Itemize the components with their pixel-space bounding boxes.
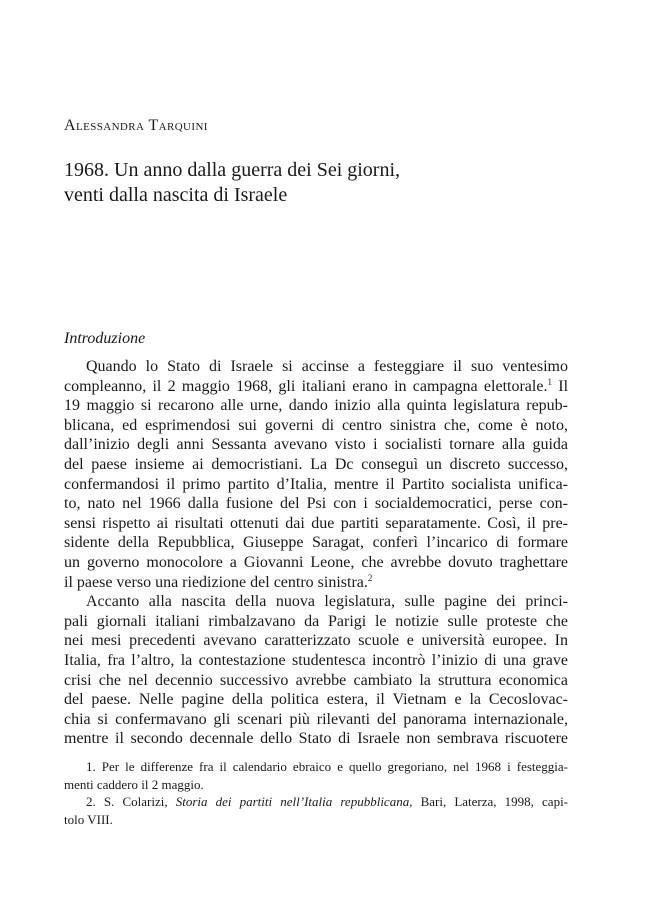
- body-line: [64, 455, 568, 475]
- body-line-text: il paese verso una riedizione del centro sinistra.: [64, 573, 368, 591]
- footnote-2-continued: [64, 811, 568, 829]
- body-line-text: Il: [558, 377, 569, 395]
- body-line: [64, 612, 568, 632]
- footnote-2: [64, 793, 568, 811]
- body-line: [64, 631, 568, 651]
- footnotes: [64, 758, 568, 828]
- body-line: [64, 377, 568, 397]
- body-line-text: 19 maggio si recarono alle urne, dando inizio alla quinta legislatura repub-: [64, 397, 568, 415]
- footnote-1: [64, 758, 568, 776]
- body-line-text: compleanno, il 2 maggio 1968, gli italiani erano in campagna elettorale.: [64, 377, 548, 395]
- body-line-text: sensi rispetto ai risultati ottenuti dai due partiti separatamente. Così, il pre-: [64, 514, 568, 532]
- title-line: venti dalla nascita di Israele: [64, 184, 288, 206]
- body-line: [64, 729, 568, 749]
- body-line-text: del paese. Nelle pagine della politica estera, il Vietnam e la Cecoslovac-: [64, 691, 568, 709]
- body-line: [64, 416, 568, 436]
- footnote-text: tolo VIII.: [64, 811, 113, 827]
- footnote-text: 2. S. Colarizi,: [86, 794, 176, 809]
- footnote-text: , Bari, Laterza, 1998, capi-: [409, 794, 569, 809]
- body-line-text: Quando lo Stato di Israele si accinse a festeggiare il suo ventesimo: [86, 358, 568, 375]
- body-line-text: blicana, ed esprimendosi sui governi di centro sinistra che, come è noto,: [64, 416, 568, 434]
- body-line: [64, 690, 568, 710]
- cited-book-title: Storia dei partiti nell’Italia repubblicana: [175, 794, 410, 809]
- body-line-text: confermandosi il primo partito d’Italia, mentre il Partito socialista unifica-: [64, 475, 568, 493]
- body-line-text: Accanto alla nascita della nuova legislatura, sulle pagine dei princi-: [86, 593, 568, 611]
- footnote-mark[interactable]: 2: [367, 572, 373, 583]
- author-name: Alessandra Tarquini: [64, 117, 208, 134]
- footnote-mark[interactable]: 1: [547, 376, 552, 387]
- body-line: [64, 533, 568, 553]
- article-title: [64, 158, 400, 208]
- body-text: [64, 357, 568, 749]
- body-line-text: to, nato nel 1966 dalla fusione del Psi con i socialdemocratici, perse con-: [64, 495, 568, 513]
- body-line-text: Italia, fra l’altro, la contestazione studentesca incontrò l’inizio di una grave: [64, 651, 568, 669]
- footnote-1-continued: [64, 776, 568, 794]
- body-line-text: chia si confermavano gli scenari più rilevanti del panorama internazionale,: [64, 710, 568, 728]
- body-line: [64, 435, 568, 455]
- section-heading: Introduzione: [64, 330, 146, 347]
- body-line: [64, 494, 568, 514]
- body-line-text: dall’inizio degli anni Sessanta avevano visto i socialisti tornare alla guida: [64, 436, 568, 454]
- body-line: [64, 592, 568, 612]
- body-line-text: mentre il secondo decennale dello Stato di Israele non sembrava riscuotere: [64, 730, 568, 748]
- body-line: [64, 514, 568, 534]
- body-line-text: pali giornali italiani rimbalzavano da Parigi le notizie sulle proteste che: [64, 612, 568, 630]
- body-line: [64, 553, 568, 573]
- footnote-text: 1. Per le differenze fra il calendario ebraico e quello gregoriano, nel 1968 i festeggia-: [86, 759, 568, 774]
- body-line: [64, 573, 568, 593]
- body-line-text: sidente della Repubblica, Giuseppe Saragat, conferì l’incarico di formare: [64, 534, 568, 552]
- body-line: [64, 357, 568, 377]
- footnote-text: menti caddero il 2 maggio.: [64, 776, 204, 792]
- body-line-text: un governo monocolore a Giovanni Leone, che avrebbe dovuto traghettare: [64, 553, 568, 571]
- body-line-text: crisi che nel decennio successivo avrebbe cambiato la struttura economica: [64, 671, 568, 689]
- body-line: [64, 651, 568, 671]
- body-line-text: nei mesi precedenti avevano caratterizzato scuole e università europee. In: [64, 632, 568, 650]
- title-line: 1968. Un anno dalla guerra dei Sei giorni,: [64, 159, 401, 181]
- body-line-text: del paese insieme ai democristiani. La Dc conseguì un discreto successo,: [64, 455, 568, 473]
- body-line: [64, 710, 568, 730]
- body-line: [64, 475, 568, 495]
- body-line: [64, 671, 568, 691]
- body-line: [64, 396, 568, 416]
